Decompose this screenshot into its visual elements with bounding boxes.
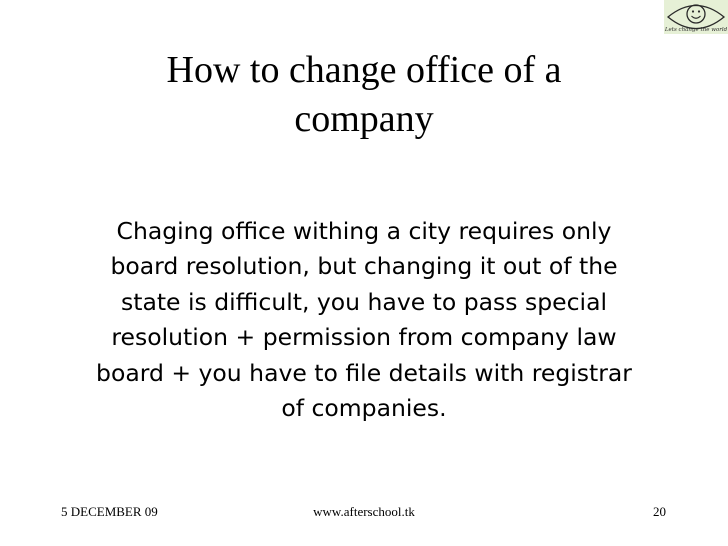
footer-date: 5 DECEMBER 09: [61, 504, 158, 519]
smiley-logo-icon: [664, 0, 728, 34]
logo-text: Lets change the world: [664, 27, 728, 33]
slide-title: [90, 46, 638, 144]
slide-body-line: Chaging office withing a city requires only: [116, 217, 612, 245]
slide-body-line: of companies.: [281, 394, 447, 423]
slide-body-line: resolution + permission from company law: [111, 323, 617, 352]
slide-title-line: company: [294, 98, 434, 140]
slide-body-line: state is difficult, you have to pass special: [120, 287, 608, 316]
slide-body-line: board + you have to file details with registrar: [96, 358, 632, 387]
footer-page-number: 20: [653, 504, 666, 519]
slide-body: [58, 214, 670, 426]
slide-body-line: board resolution, but changing it out of the: [110, 252, 618, 281]
footer-url: www.afterschool.tk: [313, 504, 415, 519]
slide-title-line: How to change office of a: [166, 49, 562, 91]
